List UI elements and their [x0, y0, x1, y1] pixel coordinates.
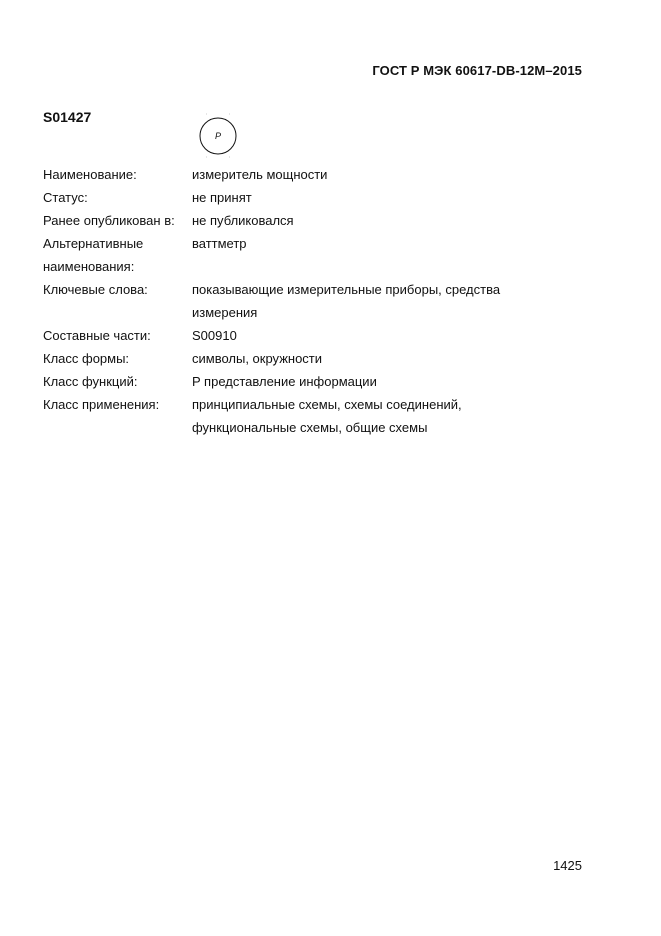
- property-value: S00910: [192, 328, 237, 343]
- property-label: Составные части:: [43, 328, 151, 343]
- property-row-alternative-names: [43, 232, 543, 278]
- property-row-name: [43, 163, 543, 186]
- power-meter-symbol-icon: [197, 112, 245, 160]
- symbol-letter: P: [214, 131, 222, 141]
- property-label: Альтернативные наименования:: [43, 236, 144, 274]
- property-value: P представление информации: [192, 374, 377, 389]
- page-number: 1425: [553, 858, 582, 873]
- property-label: Класс применения:: [43, 397, 160, 412]
- property-value: символы, окружности: [192, 351, 323, 366]
- standard-code: ГОСТ Р МЭК 60617-DB-12M–2015: [372, 63, 582, 78]
- property-row-components: [43, 324, 543, 347]
- property-value: измеритель мощности: [192, 167, 328, 182]
- property-value: не публиковался: [192, 213, 294, 228]
- property-row-keywords: [43, 278, 543, 324]
- properties-table: [43, 163, 543, 439]
- property-row-published: [43, 209, 543, 232]
- property-value: показывающие измерительные приборы, средства измерения: [192, 282, 501, 320]
- property-label: Ранее опубликован в:: [43, 213, 175, 228]
- symbol-figure: [197, 112, 245, 160]
- property-value: ваттметр: [192, 236, 247, 251]
- property-row-status: [43, 186, 543, 209]
- property-label: Класс функций:: [43, 374, 138, 389]
- property-value: принципиальные схемы, схемы соединений, функциональные схемы, общие схемы: [192, 397, 462, 435]
- property-row-shape-class: [43, 347, 543, 370]
- property-label: Класс формы:: [43, 351, 130, 366]
- property-label: Ключевые слова:: [43, 282, 148, 297]
- property-label: Статус:: [43, 190, 88, 205]
- property-label: Наименование:: [43, 167, 137, 182]
- symbol-id: S01427: [43, 109, 92, 125]
- property-row-function-class: [43, 370, 543, 393]
- property-row-application-class: [43, 393, 543, 439]
- property-value: не принят: [192, 190, 252, 205]
